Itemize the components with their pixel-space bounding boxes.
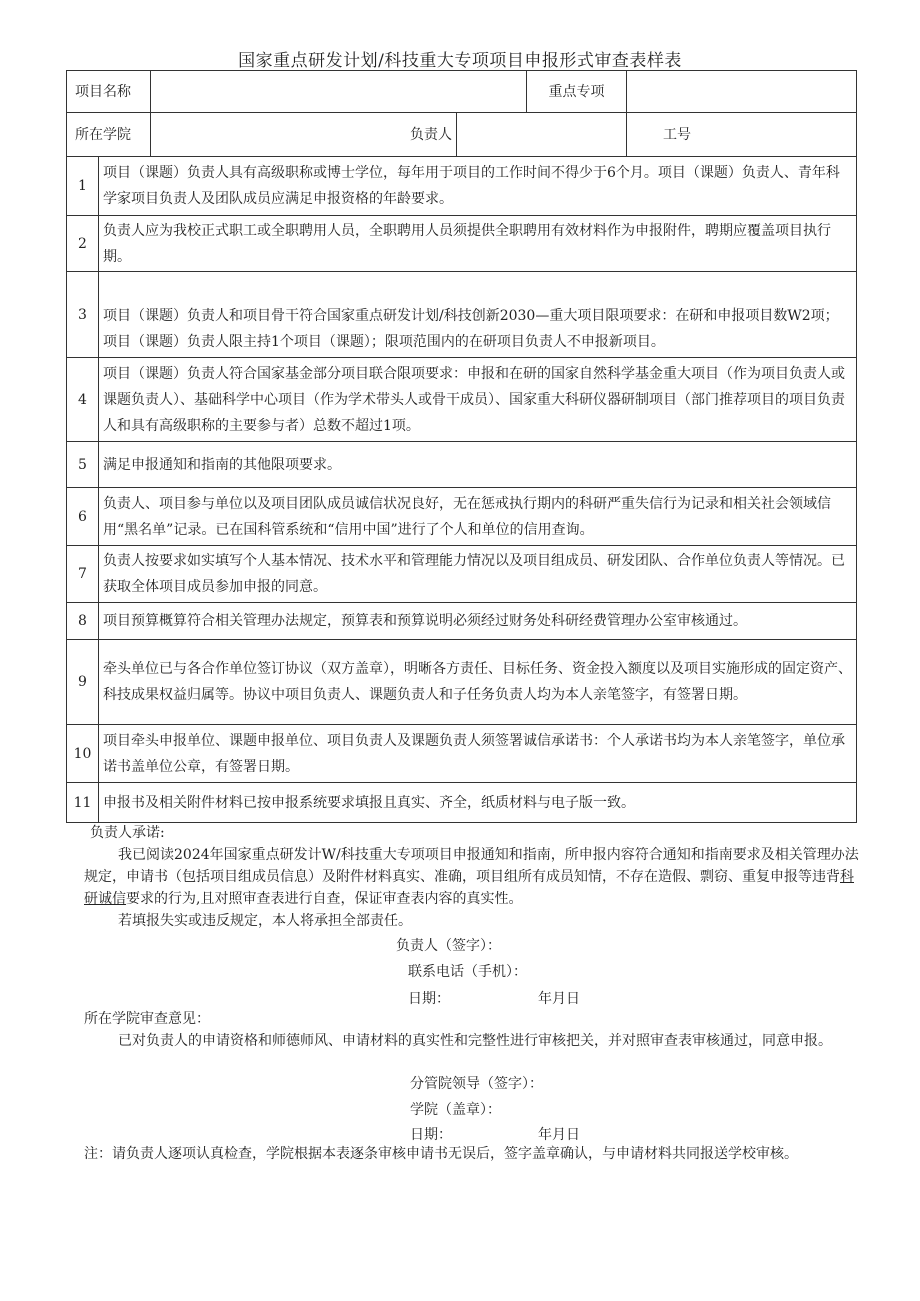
- item-number: 2: [67, 216, 99, 272]
- project-name-field[interactable]: [151, 71, 527, 113]
- item-row: [67, 783, 857, 823]
- item-row: [67, 442, 857, 488]
- item-text: 项目牵头申报单位、课题申报单位、项目负责人及课题负责人须签署诚信承诺书：个人承诺书均为本人亲笔签字，单位承诺书盖单位公章，有签署日期。: [99, 725, 857, 783]
- footer-note: 注：请负责人逐项认真检查，学院根据本表逐条审核申请书无误后，签字盖章确认，与申请材料共同报送学校审核。: [84, 1146, 798, 1162]
- item-row: [67, 725, 857, 783]
- item-text: 满足申报通知和指南的其他限项要求。: [99, 442, 857, 488]
- college-review-heading: 所在学院审查意见：: [84, 1011, 210, 1027]
- item-number: 6: [67, 488, 99, 546]
- college-label: 所在学院: [67, 113, 151, 157]
- item-number: 3: [67, 272, 99, 358]
- item-number: 1: [67, 157, 99, 216]
- item-row: [67, 358, 857, 442]
- pledge-responsibility: 若填报失实或违反规定，本人将承担全部责任。: [118, 913, 412, 929]
- college-date-label: 日期：: [410, 1127, 452, 1143]
- item-row: [67, 546, 857, 603]
- item-number: 4: [67, 358, 99, 442]
- pledge-underlined-text: 科研诚信: [84, 869, 854, 907]
- item-text: 负责人按要求如实填写个人基本情况、技术水平和管理能力情况以及项目组成员、研发团队、合作单位负责人等情况。已获取全体项目成员参加申报的同意。: [99, 546, 857, 603]
- item-row: [67, 603, 857, 640]
- pledge-section: [84, 822, 864, 932]
- item-row: [67, 216, 857, 272]
- leader-signature-label: 负责人（签字）：: [396, 938, 501, 954]
- pledge-text-end: 要求的行为,且对照审查表进行自查，保证审查表内容的真实性。: [126, 891, 523, 907]
- college-date-ymd: 年月日: [538, 1127, 580, 1143]
- staff-id-label: 工号: [627, 113, 857, 157]
- review-table: [66, 70, 857, 823]
- leader-label: 负责人: [151, 113, 457, 157]
- pledge-text: 我已阅读2024年国家重点研发计W/科技重大专项项目申报通知和指南，所申报内容符合通知和指南要求及相关管理办法规定，申请书（包括项目组成员信息）及附件材料真实、准确，项目组所有成员知情，不存在造假、剽窃、重复申报等违背: [84, 847, 859, 885]
- item-number: 7: [67, 546, 99, 603]
- form-title: 国家重点研发计划/科技重大专项项目申报形式审查表样表: [238, 51, 682, 71]
- item-text: 项目（课题）负责人符合国家基金部分项目联合限项要求：申报和在研的国家自然科学基金重大项目（作为项目负责人或课题负责人）、基础科学中心项目（作为学术带头人或骨干成员）、国家重大科研仪器研制项目（部门推荐项目的项目负责人和具有高级职称的主要参与者）总数不超过1项。: [99, 358, 857, 442]
- header-row-college: [67, 113, 857, 157]
- header-row-project: [67, 71, 857, 113]
- item-row: [67, 488, 857, 546]
- item-text: 牵头单位已与各合作单位签订协议（双方盖章），明晰各方责任、目标任务、资金投入额度以及项目实施形成的固定资产、科技成果权益归属等。协议中项目负责人、课题负责人和子任务负责人均为本人亲笔签字，有签署日期。: [99, 640, 857, 725]
- leader-field[interactable]: [457, 113, 627, 157]
- college-review-text: 已对负责人的申请资格和师德师风、申请材料的真实性和完整性进行审核把关，并对照审查表审核通过，同意申报。: [118, 1033, 832, 1049]
- pledge-heading: 负责人承诺:: [90, 825, 165, 841]
- item-text: 项目（课题）负责人和项目骨干符合国家重点研发计划/科技创新2030—重大项目限项要求：在研和申报项目数W2项；项目（课题）负责人限主持1个项目（课题）；限项范围内的在研项目负责人不申报新项目。: [99, 272, 857, 358]
- pledge-date-ymd: 年月日: [538, 991, 580, 1007]
- item-text: 项目预算概算符合相关管理办法规定，预算表和预算说明必须经过财务处科研经费管理办公室审核通过。: [99, 603, 857, 640]
- item-text: 负责人、项目参与单位以及项目团队成员诚信状况良好，无在惩戒执行期内的科研严重失信行为记录和相关社会领域信用“黑名单”记录。已在国科管系统和“信用中国”进行了个人和单位的信用查询。: [99, 488, 857, 546]
- item-text: 项目（课题）负责人具有高级职称或博士学位，每年用于项目的工作时间不得少于6个月。项目（课题）负责人、青年科学家项目负责人及团队成员应满足申报资格的年龄要求。: [99, 157, 857, 216]
- college-leader-signature-label: 分管院领导（签字）：: [410, 1076, 543, 1092]
- item-row: [67, 272, 857, 358]
- college-stamp-label: 学院（盖章）：: [410, 1102, 501, 1118]
- phone-label: 联系电话（手机）：: [408, 964, 527, 980]
- item-row: [67, 157, 857, 216]
- pledge-paragraph: [84, 844, 864, 910]
- key-project-label: 重点专项: [527, 71, 627, 113]
- item-number: 10: [67, 725, 99, 783]
- item-text: 申报书及相关附件材料已按申报系统要求填报且真实、齐全，纸质材料与电子版一致。: [99, 783, 857, 823]
- pledge-date-label: 日期：: [408, 991, 450, 1007]
- key-project-field[interactable]: [627, 71, 857, 113]
- item-number: 11: [67, 783, 99, 823]
- item-number: 8: [67, 603, 99, 640]
- project-name-label: 项目名称: [67, 71, 151, 113]
- item-text: 负责人应为我校正式职工或全职聘用人员，全职聘用人员须提供全职聘用有效材料作为申报附件，聘期应覆盖项目执行期。: [99, 216, 857, 272]
- item-number: 9: [67, 640, 99, 725]
- item-row: [67, 640, 857, 725]
- item-number: 5: [67, 442, 99, 488]
